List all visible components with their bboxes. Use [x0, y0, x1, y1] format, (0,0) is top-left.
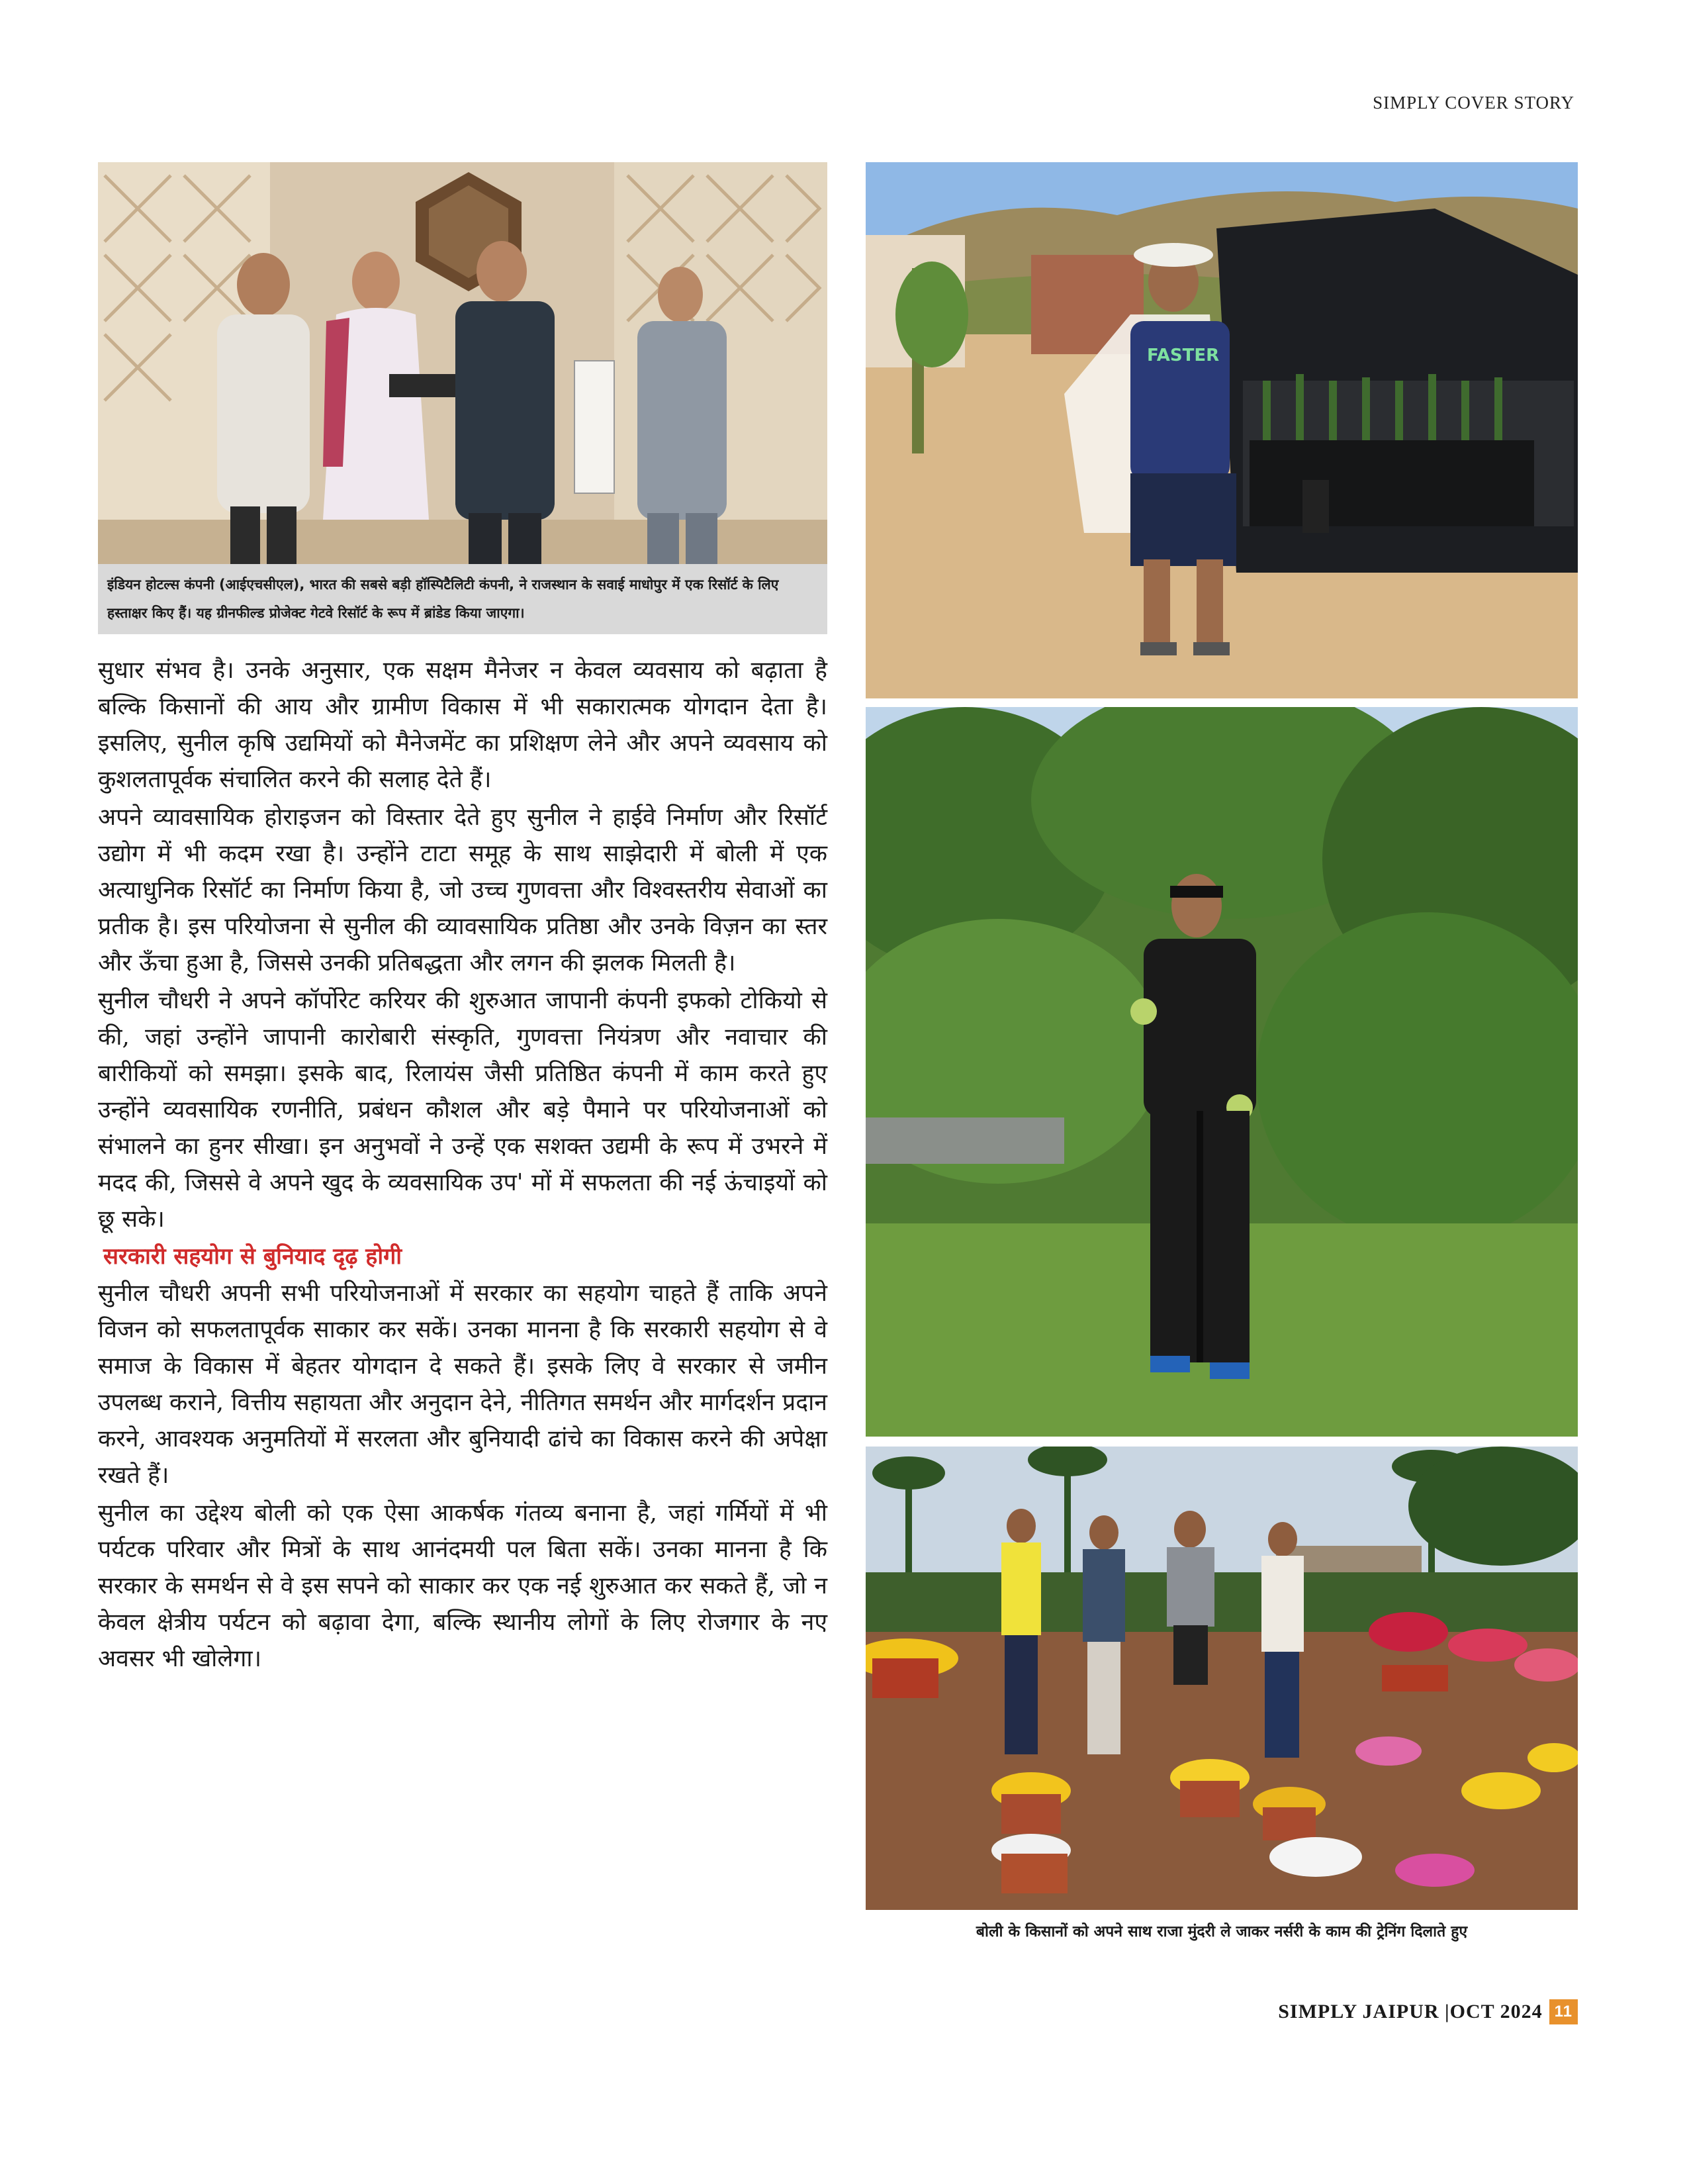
man-in-orchard-photo — [866, 707, 1578, 1437]
publication-line: SIMPLY JAIPUR |OCT 2024 — [1278, 2001, 1543, 2022]
nursery-group-photo — [866, 1447, 1578, 1910]
photo-caption: इंडियन होटल्स कंपनी (आईएचसीएल), भारत की सबसे बड़ी हॉस्पिटैलिटी कंपनी, ने राजस्थान के सवाई माधोपुर में एक रिसॉर्ट के लिए हस्ताक्षर किए हैं। यह ग्रीनफील्ड प्रोजेक्ट गेटवे रिसॉर्ट के रूप में ब्रांडेड किया जाएगा। — [98, 564, 827, 634]
paragraph-1: सुधार संभव है। उनके अनुसार, एक सक्षम मैनेजर न केवल व्यवसाय को बढ़ाता है बल्कि किसानों की आय और ग्रामीण विकास में भी सकारात्मक योगदान देता है। इसलिए, सुनील कृषि उद्यमियों को मैनेजमेंट का प्रशिक्षण लेने और अपने व्यवसाय को कुशलतापूर्वक संचालित करने की सलाह देते हैं। — [98, 657, 827, 793]
tshirt-text: FASTER — [1147, 346, 1220, 365]
man-with-saplings-photo — [866, 162, 1578, 698]
page-number-badge: 11 — [1549, 1999, 1578, 2024]
paragraph-4: सुनील चौधरी अपनी सभी परियोजनाओं में सरकार का सहयोग चाहते हैं ताकि अपने विजन को सफलतापूर्वक साकार कर सकें। उनका मानना है कि सरकारी सहयोग से वे समाज के विकास में बेहतर योगदान दे सकते हैं। इसके लिए वे सरकार से जमीन उपलब्ध कराने, वित्तीय सहायता और अनुदान देने, नीतिगत समर्थन और मार्गदर्शन प्रदान करने, आवश्यक अनुमतियों में सरलता और बुनियादी ढांचे का विकास करने की अपेक्षा रखते हैं। — [98, 1280, 827, 1489]
running-head: SIMPLY COVER STORY — [1373, 93, 1574, 113]
article-body — [98, 652, 827, 1678]
paragraph-5: सुनील का उद्देश्य बोली को एक ऐसा आकर्षक गंतव्य बनाना है, जहां गर्मियों में भी पर्यटक परिवार और मित्रों के साथ आनंदमयी पल बिता सकें। उनका मानना है कि सरकार के समर्थन से वे इस सपने को साकार कर एक नई शुरुआत कर सकते हैं, जो न केवल क्षेत्रीय पर्यटन को बढ़ावा देगा, बल्कि स्थानीय लोगों के लिए रोजगार के नए अवसर भी खोलेगा। — [98, 1499, 827, 1672]
paragraph-3: सुनील चौधरी ने अपने कॉर्पोरेट करियर की शुरुआत जापानी कंपनी इफको टोकियो से की, जहां उन्होंने जापानी कारोबारी संस्कृति, गुणवत्ता नियंत्रण और नवाचार की बारीकियों को समझा। इसके बाद, रिलायंस जैसी प्रतिष्ठित कंपनी में काम करते हुए उन्होंने व्यवसायिक रणनीति, प्रबंधन कौशल और बड़े पैमाने पर परियोजनाओं को संभालने का हुनर सीखा। इन अनुभवों ने उन्हें एक सशक्त उद्यमी के रूप में उभरने में मदद की, जिससे वे अपने खुद के व्यवसायिक उप' मों में सफलता की नई ऊंचाइयों को छू सके। — [98, 987, 827, 1233]
footer-folio — [1278, 1999, 1578, 2024]
section-subhead: सरकारी सहयोग से बुनियाद दृढ़ होगी — [103, 1243, 402, 1270]
signing-ceremony-photo — [98, 162, 827, 564]
paragraph-2: अपने व्यावसायिक होराइजन को विस्तार देते हुए सुनील ने हाईवे निर्माण और रिसॉर्ट उद्योग में भी कदम रखा है। उन्होंने टाटा समूह के साथ साझेदारी में बोली में एक अत्याधुनिक रिसॉर्ट का निर्माण किया है, जो उच्च गुणवत्ता और विश्वस्तरीय सेवाओं का प्रतीक है। इस परियोजना से सुनील की व्यावसायिक प्रतिष्ठा और उनके विज़न का स्तर और ऊँचा हुआ है, जिससे उनकी प्रतिबद्धता और लगन की झलक मिलती है। — [98, 804, 827, 976]
nursery-caption: बोली के किसानों को अपने साथ राजा मुंदरी ले जाकर नर्सरी के काम की ट्रेनिंग दिलाते हुए — [976, 1923, 1468, 1940]
